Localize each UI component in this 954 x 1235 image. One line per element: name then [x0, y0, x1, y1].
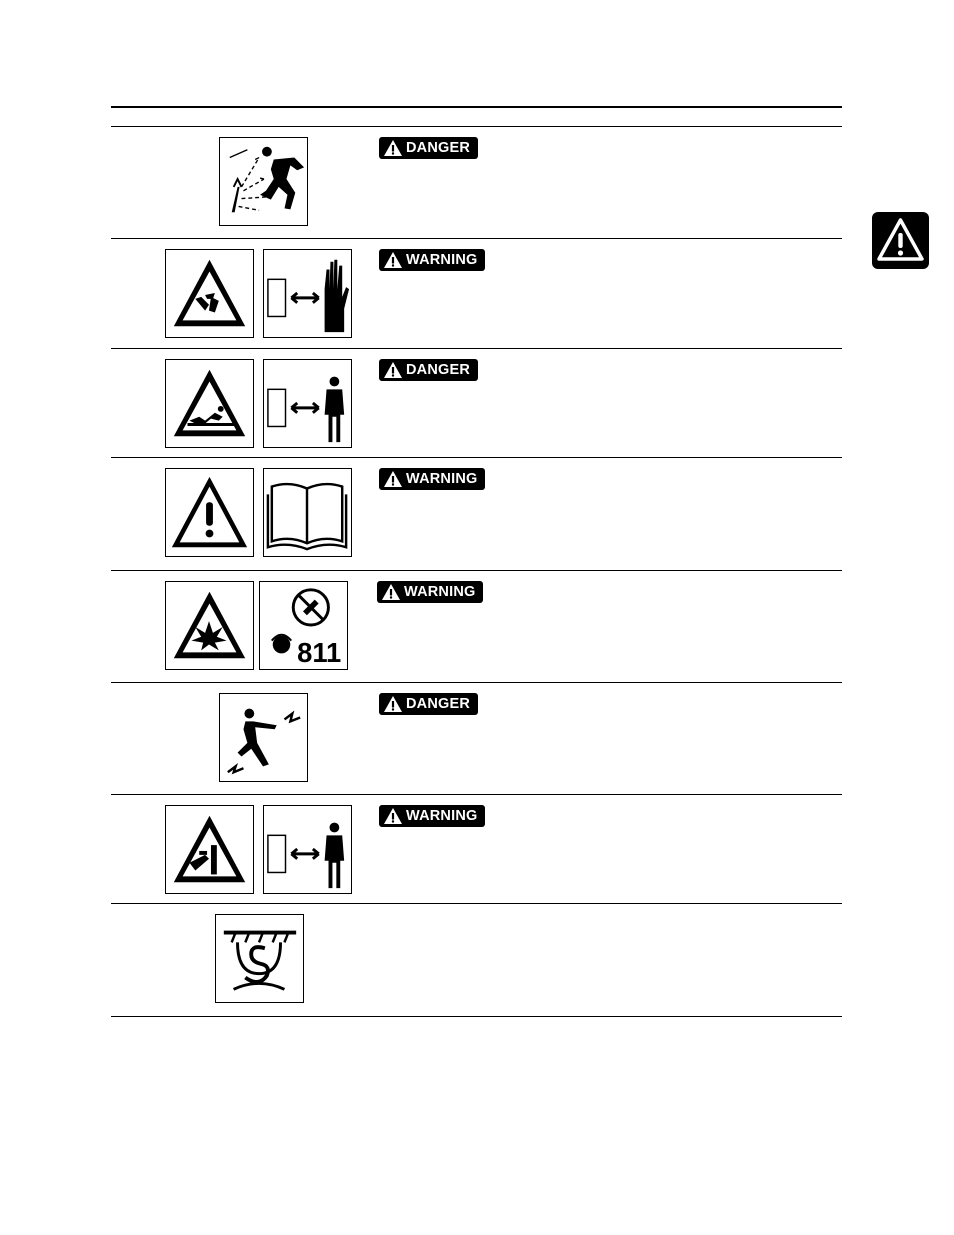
warning-triangle-icon [383, 807, 403, 825]
warning-signal-badge [377, 581, 483, 603]
top-rule [111, 106, 842, 108]
warning-triangle-icon [381, 583, 401, 601]
safety-row-5 [111, 571, 842, 683]
warning-triangle-icon [383, 470, 403, 488]
danger-signal-badge [379, 693, 478, 715]
warning-signal-badge [379, 805, 485, 827]
keep-away-icon [263, 805, 352, 894]
warning-signal-badge [379, 468, 485, 490]
safety-section-tab[interactable] [872, 212, 929, 269]
safety-row-7 [111, 795, 842, 904]
signal-word: WARNING [406, 252, 478, 268]
read-manual-icon [263, 468, 352, 557]
general-warning-icon [165, 468, 254, 557]
call-number: 811 [297, 637, 342, 669]
thrown-object-hazard-icon [219, 137, 308, 226]
warning-triangle-icon [383, 695, 403, 713]
warning-signal-badge [379, 249, 485, 271]
keep-hand-away-icon [263, 249, 352, 338]
signal-word: WARNING [404, 584, 476, 600]
entanglement-hazard-icon [215, 914, 304, 1003]
safety-row-2 [111, 239, 842, 349]
safety-row-1 [111, 127, 842, 239]
pinch-point-hazard-icon [165, 805, 254, 894]
electrocution-hazard-icon [219, 693, 308, 782]
signal-word: WARNING [406, 808, 478, 824]
signal-word: WARNING [406, 471, 478, 487]
danger-signal-badge [379, 137, 478, 159]
keep-away-icon [263, 359, 352, 448]
safety-row-4 [111, 458, 842, 571]
explosion-hazard-icon [165, 581, 254, 670]
signal-word: DANGER [406, 696, 471, 712]
call-811-icon [259, 581, 348, 670]
safety-row-8 [111, 904, 842, 1017]
crushing-hazard-icon [165, 359, 254, 448]
warning-triangle-icon [383, 361, 403, 379]
warning-triangle-icon [872, 212, 929, 269]
signal-word: DANGER [406, 140, 471, 156]
safety-row-3 [111, 349, 842, 458]
warning-triangle-icon [383, 139, 403, 157]
danger-signal-badge [379, 359, 478, 381]
hand-cutting-hazard-icon [165, 249, 254, 338]
signal-word: DANGER [406, 362, 471, 378]
safety-row-6 [111, 683, 842, 795]
warning-triangle-icon [383, 251, 403, 269]
